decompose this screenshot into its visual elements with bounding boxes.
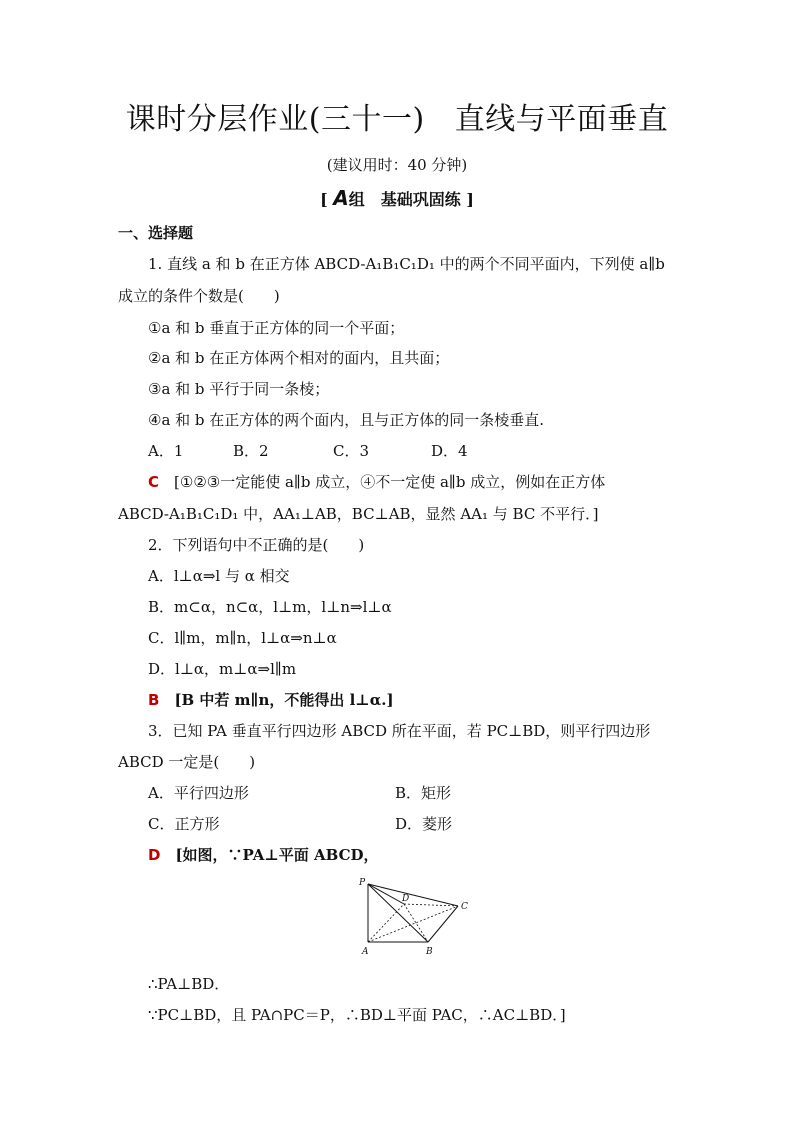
- q3-answer: D: [148, 846, 161, 864]
- pyramid-figure: [350, 870, 480, 960]
- q1-condition-3: ③a 和 b 平行于同一条棱；: [148, 380, 330, 398]
- q1-explanation-line2: ABCD-A₁B₁C₁D₁ 中，AA₁⊥AB，BC⊥AB，显然 AA₁ 与 BC 不平行．]: [118, 505, 599, 523]
- q2-stem: 2．下列语句中不正确的是( ): [148, 536, 365, 554]
- q3-explain-text1: [如图，∵PA⊥平面 ABCD，: [175, 846, 379, 864]
- q1-condition-1: ①a 和 b 垂直于正方体的同一个平面；: [148, 319, 405, 337]
- bracket-close: ]: [466, 190, 474, 209]
- q2-option-c: C．l∥m，m∥n，l⊥α⇒n⊥α: [148, 629, 337, 647]
- edge-bc: [428, 906, 458, 942]
- q1-option-d: D．4: [431, 442, 468, 460]
- q2-explanation: [148, 689, 394, 710]
- q1-stem-line1: 1. 直线 a 和 b 在正方体 ABCD-A₁B₁C₁D₁ 中的两个不同平面内，下列使 a∥b: [148, 255, 665, 273]
- q3-option-a: A．平行四边形: [148, 784, 249, 802]
- q3-option-d: D．菱形: [395, 815, 453, 833]
- q1-option-b: B．2: [233, 442, 269, 460]
- q3-explanation-line3: ∵PC⊥BD，且 PA∩PC＝P，∴BD⊥平面 PAC，∴AC⊥BD．]: [148, 1006, 566, 1024]
- edge-pb: [368, 884, 428, 942]
- edge-ad-hidden: [368, 904, 404, 942]
- title-main: 课时分层作业(三十一): [125, 102, 425, 137]
- q1-stem-line2: 成立的条件个数是( ): [118, 287, 280, 305]
- q3-stem-line2: ABCD 一定是( ): [118, 753, 256, 771]
- title-topic: 直线与平面垂直: [454, 102, 669, 137]
- label-p: P: [359, 878, 366, 888]
- section-heading: 一、选择题: [118, 224, 194, 242]
- suggested-time: (建议用时：40 分钟): [326, 156, 468, 174]
- q3-option-c: C．正方形: [148, 815, 220, 833]
- diagonal-bd-hidden: [404, 904, 428, 942]
- q2-option-d: D．l⊥α，m⊥α⇒l∥m: [148, 660, 297, 678]
- bracket-open: [: [320, 190, 328, 209]
- q3-explanation-line1: [148, 844, 379, 865]
- page-title: [0, 94, 794, 138]
- q1-option-a: A．1: [148, 442, 184, 460]
- q1-explanation-line1: [148, 471, 605, 492]
- label-d: D: [402, 894, 410, 904]
- group-label: 组 基础巩固练: [348, 190, 461, 209]
- group-letter: A: [333, 186, 349, 210]
- q2-answer: B: [148, 691, 160, 709]
- edge-pc: [368, 884, 458, 906]
- q2-explain-text: [B 中若 m∥n，不能得出 l⊥α.]: [174, 691, 394, 709]
- q1-option-c: C．3: [333, 442, 370, 460]
- diagonal-ac-hidden: [368, 906, 458, 942]
- q1-condition-2: ②a 和 b 在正方体两个相对的面内，且共面；: [148, 349, 450, 367]
- q3-explanation-line2: ∴PA⊥BD．: [148, 975, 230, 993]
- q1-answer: C: [148, 473, 160, 491]
- q1-condition-4: ④a 和 b 在正方体的两个面内，且与正方体的同一条棱垂直.: [148, 411, 545, 429]
- label-a: A: [362, 947, 369, 957]
- q1-explain-text1: [①②③一定能使 a∥b 成立，④不一定使 a∥b 成立，例如在正方体: [174, 473, 606, 491]
- q2-option-a: A．l⊥α⇒l 与 α 相交: [148, 567, 290, 585]
- q3-option-b: B．矩形: [395, 784, 452, 802]
- q3-stem-line1: 3．已知 PA 垂直平行四边形 ABCD 所在平面，若 PC⊥BD，则平行四边形: [148, 722, 651, 740]
- label-b: B: [426, 947, 433, 957]
- group-heading: [0, 186, 794, 210]
- q2-option-b: B．m⊂α，n⊂α，l⊥m，l⊥n⇒l⊥α: [148, 598, 392, 616]
- label-c: C: [461, 902, 468, 912]
